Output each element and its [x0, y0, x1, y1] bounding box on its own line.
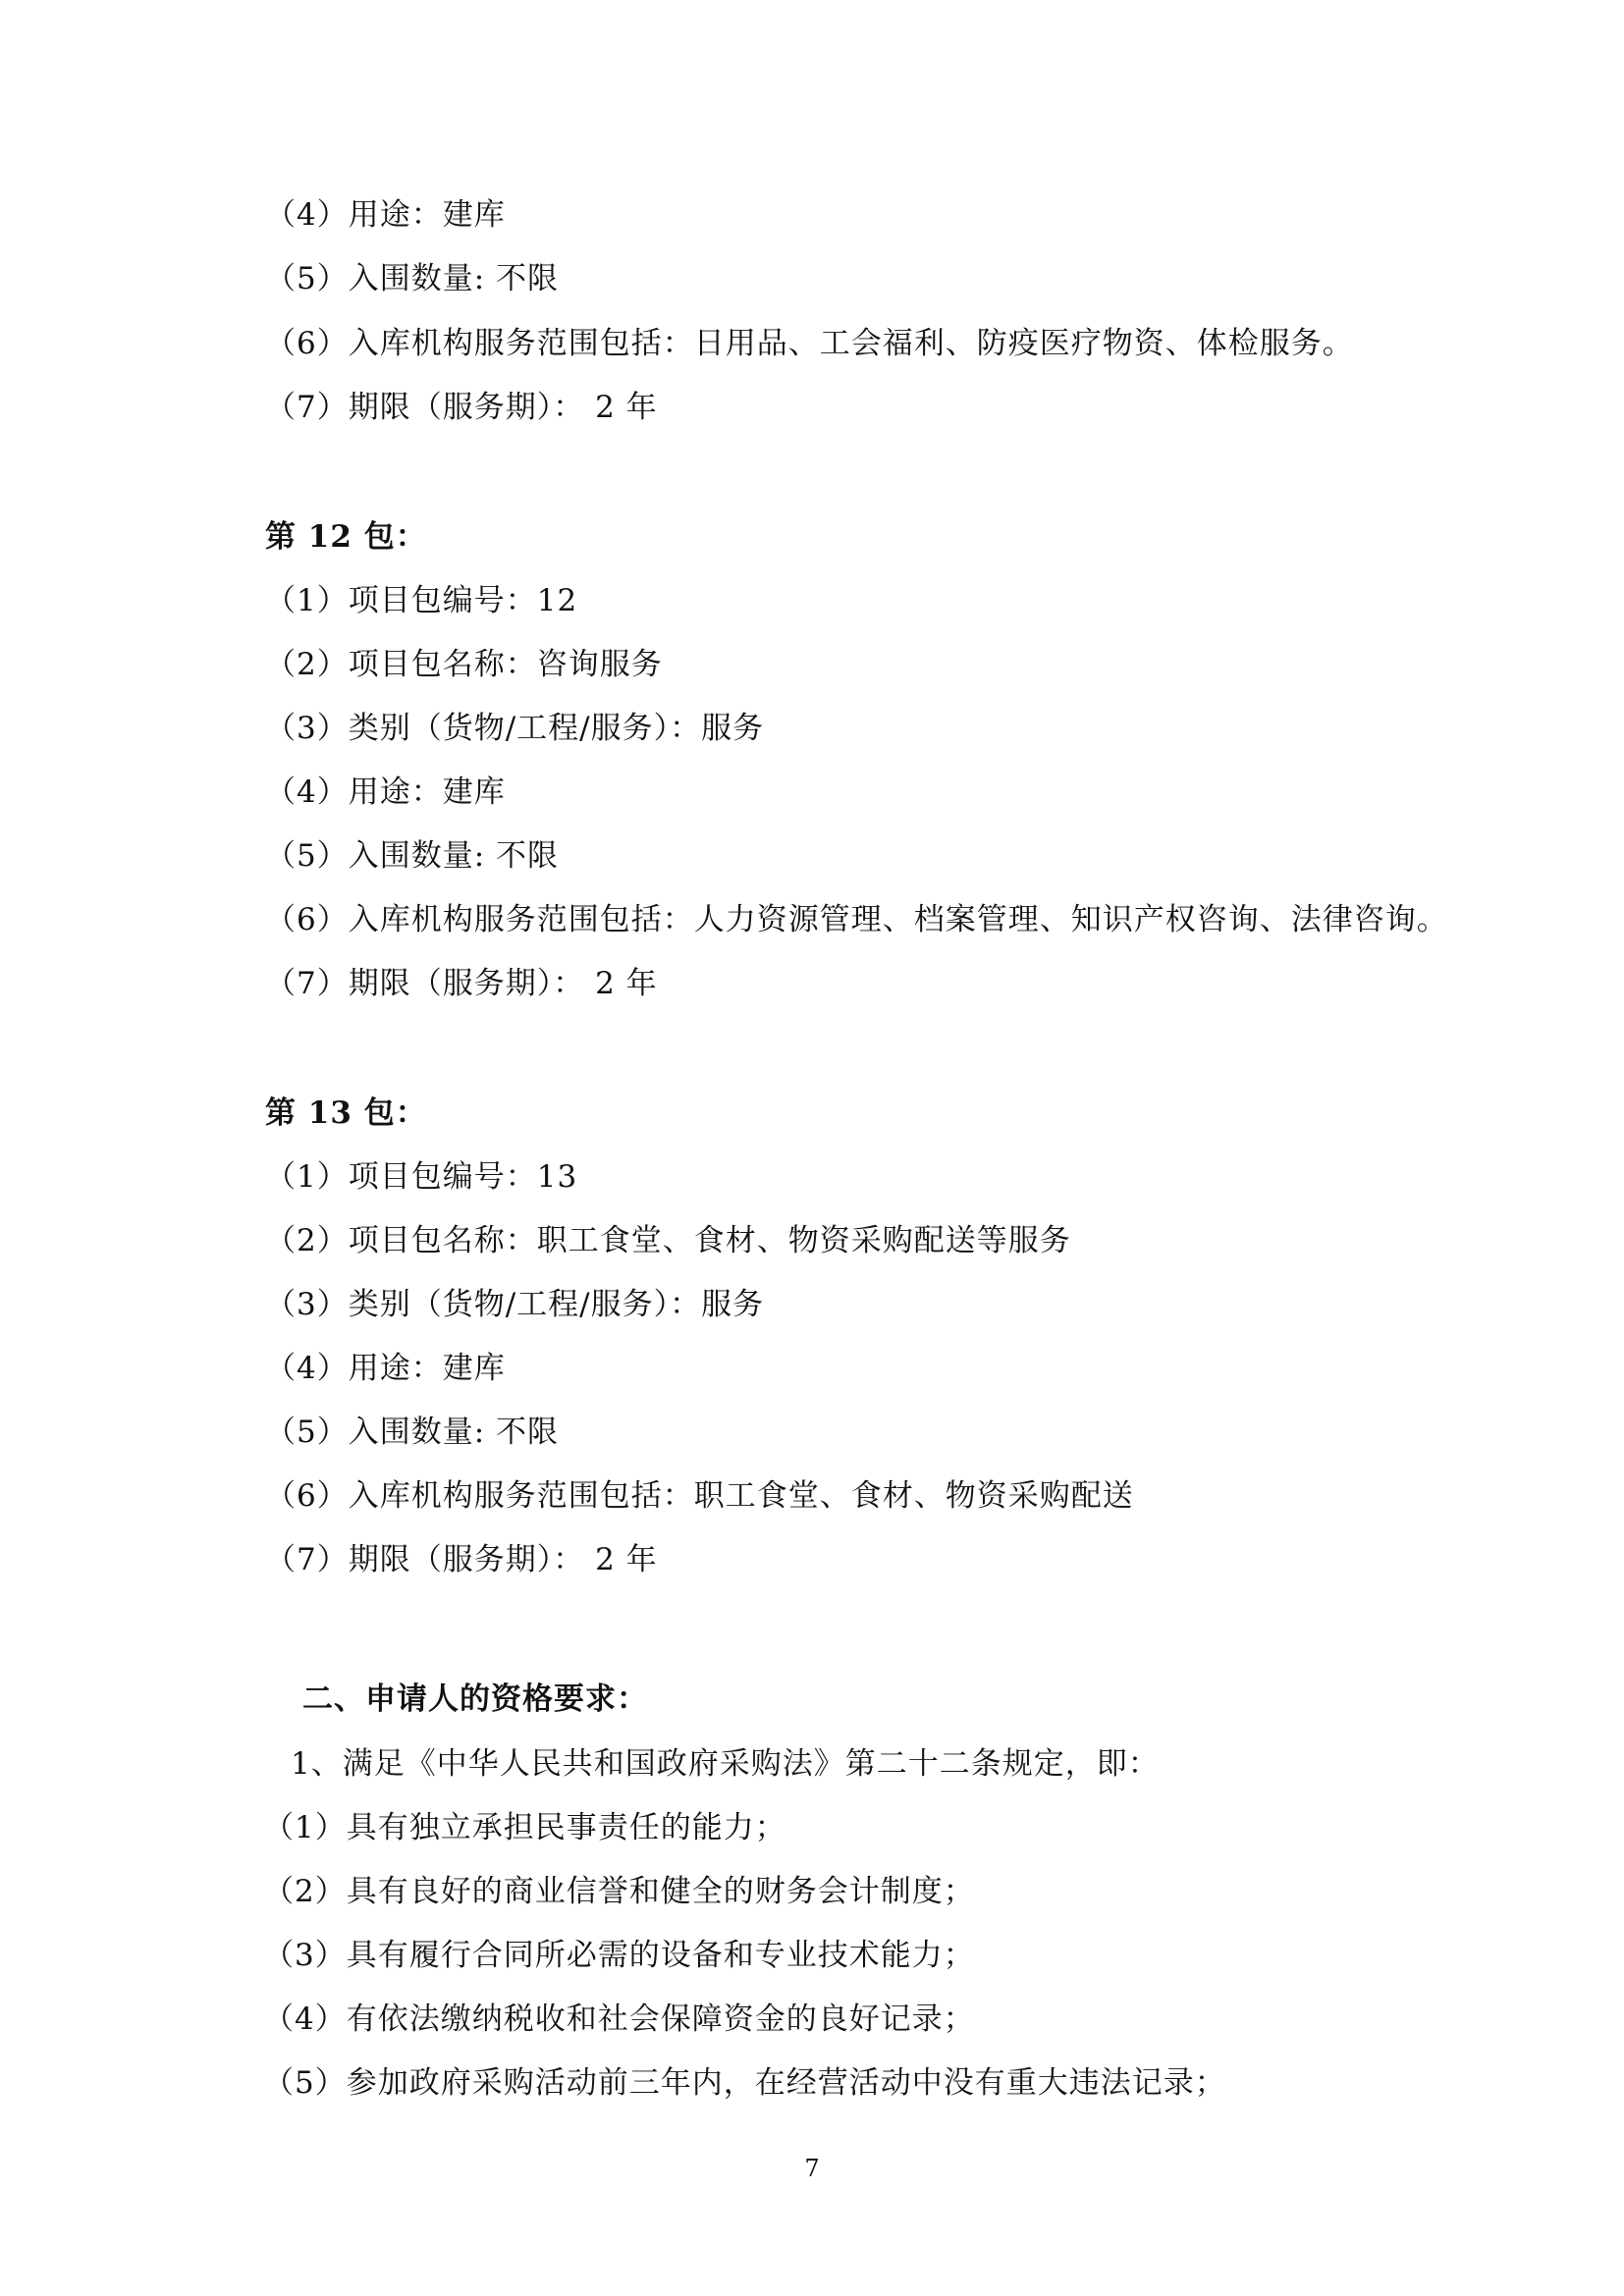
qualification-item-2: （2）具有良好的商业信誉和健全的财务会计制度；: [263, 1874, 975, 1909]
pkg13-number: （1）项目包编号：13: [265, 1159, 578, 1195]
pkg13-quota: （5）入围数量: 不限: [265, 1415, 560, 1450]
qualification-item-5: （5）参加政府采购活动前三年内，在经营活动中没有重大违法记录；: [263, 2065, 1226, 2101]
pkg13-title: 第 13 包：: [265, 1095, 427, 1131]
pkg12-name: （2）项目包名称：咨询服务: [265, 647, 663, 682]
qualification-item-4: （4）有依法缴纳税收和社会保障资金的良好记录；: [263, 2002, 975, 2037]
pkg11-scope: （6）入库机构服务范围包括：日用品、工会福利、防疫医疗物资、体检服务。: [265, 326, 1354, 361]
pkg11-term: （7）期限（服务期）： 2 年: [265, 390, 658, 425]
pkg12-usage: （4）用途：建库: [265, 774, 506, 810]
qualifications-intro: 1、满足《中华人民共和国政府采购法》第二十二条规定，即：: [291, 1746, 1160, 1782]
pkg12-title: 第 12 包：: [265, 519, 427, 555]
qualification-item-3: （3）具有履行合同所必需的设备和专业技术能力；: [263, 1938, 975, 1973]
qualifications-heading: 二、申请人的资格要求：: [302, 1682, 648, 1717]
pkg11-quota: （5）入围数量: 不限: [265, 261, 560, 296]
qualification-item-1: （1）具有独立承担民事责任的能力；: [263, 1810, 786, 1845]
pkg12-scope: （6）入库机构服务范围包括：人力资源管理、档案管理、知识产权咨询、法律咨询。: [265, 902, 1448, 937]
pkg12-quota: （5）入围数量: 不限: [265, 838, 560, 874]
page-number: 7: [804, 2155, 820, 2182]
pkg13-scope: （6）入库机构服务范围包括：职工食堂、食材、物资采购配送: [265, 1478, 1134, 1514]
pkg13-category: （3）类别（货物/工程/服务）：服务: [265, 1287, 765, 1322]
pkg12-number: （1）项目包编号：12: [265, 583, 578, 618]
pkg12-category: （3）类别（货物/工程/服务）：服务: [265, 711, 765, 746]
pkg13-term: （7）期限（服务期）： 2 年: [265, 1542, 658, 1577]
pkg12-term: （7）期限（服务期）： 2 年: [265, 966, 658, 1001]
pkg13-usage: （4）用途：建库: [265, 1351, 506, 1386]
pkg13-name: （2）项目包名称：职工食堂、食材、物资采购配送等服务: [265, 1223, 1071, 1258]
pkg11-usage: （4）用途：建库: [265, 197, 506, 233]
